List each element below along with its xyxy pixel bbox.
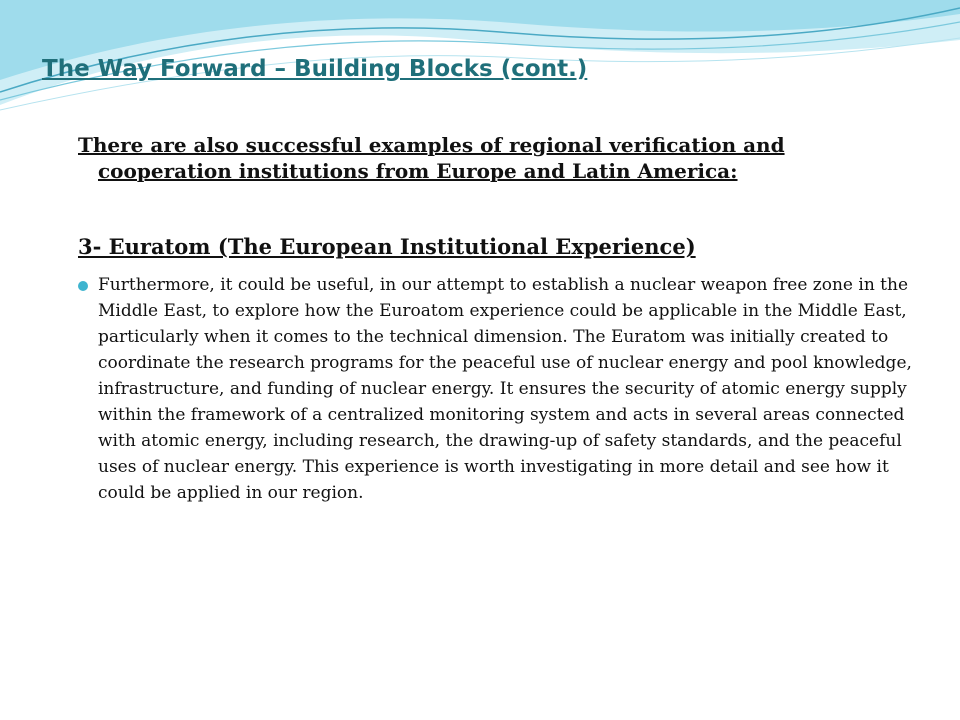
slide-title: The Way Forward – Building Blocks (cont.) [42,56,588,82]
bullet-dot-icon [78,281,88,291]
bullet-text: Furthermore, it could be useful, in our attempt to establish a nuclear weapon free zone in the Middle East, to explore how the Euroatom experience could be applicable in the Middle East, particularly when it comes to the technical dimension. The Euratom was initially created to coordinate the research programs for the peaceful use of nuclear energy and pool knowledge, infrastructure, and funding of nuclear energy. It ensures the security of atomic energy supply within the framework of a centralized monitoring system and acts in several areas connected with atomic energy, including research, the drawing-up of safety standards, and the peaceful uses of nuclear energy. This experience is worth investigating in more detail and see how it could be applied in our region. [98,275,912,503]
bullet-list-item [78,272,913,506]
intro-paragraph: There are also successful examples of regional verification and cooperation institutions from Europe and Latin America: [78,133,785,183]
section-subheading: 3- Euratom (The European Institutional Experience) [78,234,696,259]
